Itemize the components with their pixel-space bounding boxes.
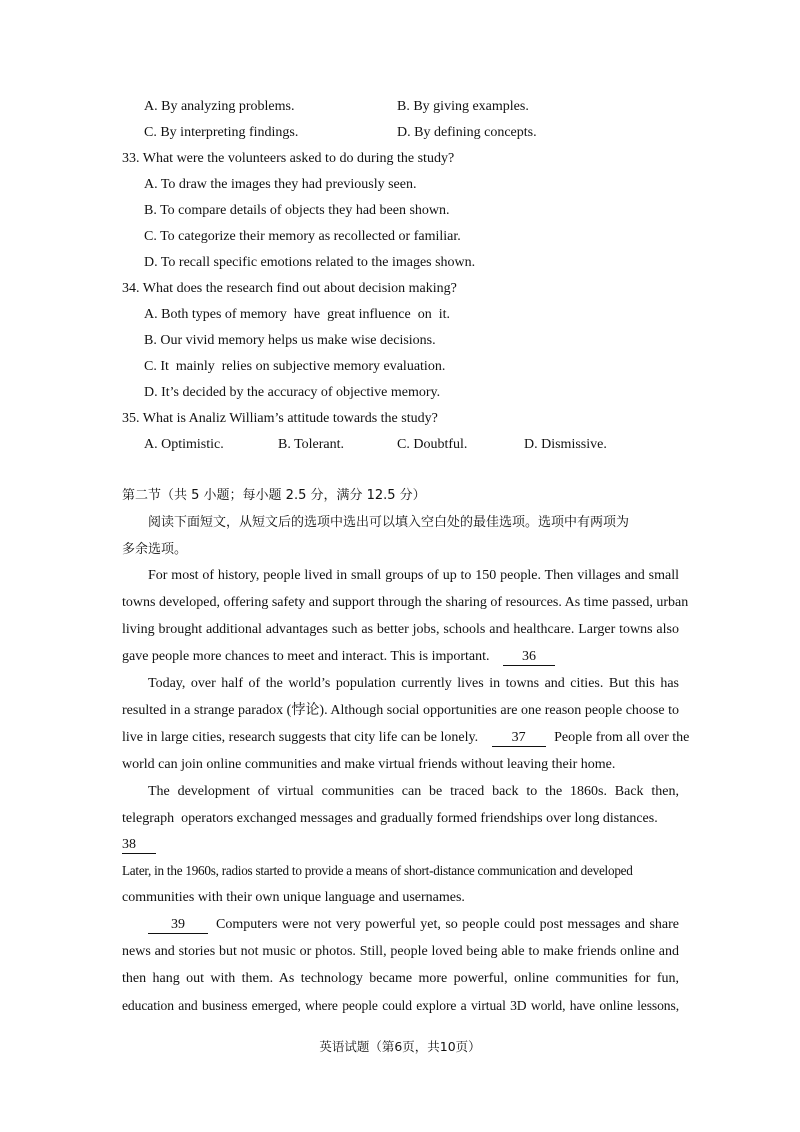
q33-stem: 33. What were the volunteers asked to do during the study? xyxy=(122,151,455,166)
q33-option-b: B. To compare details of objects they had been shown. xyxy=(144,203,450,218)
blank-36: 36 xyxy=(503,649,555,666)
passage-text: live in large cities, research suggests that city life can be lonely. xyxy=(122,730,479,745)
q34-option-b: B. Our vivid memory helps us make wise decisions. xyxy=(144,333,436,348)
passage-line: telegraph operators exchanged messages and gradually formed friendships over long distances. xyxy=(122,811,658,826)
passage-line: towns developed, offering safety and support through the sharing of resources. As time passed, urban xyxy=(122,595,689,610)
q35-option-c: C. Doubtful. xyxy=(397,437,468,452)
q35-option-d: D. Dismissive. xyxy=(524,437,607,452)
passage-line: world can join online communities and make virtual friends without leaving their home. xyxy=(122,757,616,772)
q35-option-a: A. Optimistic. xyxy=(144,437,224,452)
passage-line: education and business emerged, where people could explore a virtual 3D world, have online lessons, xyxy=(122,998,679,1013)
q32-option-a: A. By analyzing problems. xyxy=(144,99,295,114)
q32-option-d: D. By defining concepts. xyxy=(397,125,537,140)
q34-option-c: C. It mainly relies on subjective memory evaluation. xyxy=(144,359,446,374)
q34-option-a: A. Both types of memory have great influence on it. xyxy=(144,307,450,322)
section-heading: 第二节（共 5 小题；每小题 2.5 分，满分 12.5 分） xyxy=(122,488,426,503)
q32-option-c: C. By interpreting findings. xyxy=(144,125,299,140)
page-footer: 英语试题（第6页，共10页） xyxy=(319,1039,481,1054)
q34-option-d: D. It’s decided by the accuracy of objective memory. xyxy=(144,385,441,400)
passage-line xyxy=(122,648,555,666)
blank-37: 37 xyxy=(492,730,546,747)
passage-line: living brought additional advantages such as better jobs, schools and healthcare. Larger towns also xyxy=(122,622,679,637)
q35-option-b: B. Tolerant. xyxy=(278,437,345,452)
q35-stem: 35. What is Analiz William’s attitude towards the study? xyxy=(122,411,438,426)
passage-line: The development of virtual communities can be traced back to the 1860s. Back then, xyxy=(148,784,679,799)
section-instruction-line-1: 阅读下面短文，从短文后的选项中选出可以填入空白处的最佳选项。选项中有两项为 xyxy=(148,515,630,530)
passage-line: For most of history, people lived in small groups of up to 150 people. Then villages and small xyxy=(148,568,679,583)
passage-line xyxy=(148,916,208,934)
passage-text: People from all over the xyxy=(554,730,690,745)
q34-stem: 34. What does the research find out about decision making? xyxy=(122,281,457,296)
passage-text: gave people more chances to meet and interact. This is important. xyxy=(122,649,490,664)
passage-line xyxy=(122,836,156,854)
q32-option-b: B. By giving examples. xyxy=(397,99,529,114)
q33-option-c: C. To categorize their memory as recollected or familiar. xyxy=(144,229,461,244)
passage-line: then hang out with them. As technology became more powerful, online communities for fun, xyxy=(122,971,679,986)
blank-38: 38 xyxy=(122,837,156,854)
passage-line: news and stories but not music or photos. Still, people loved being able to make friends online and xyxy=(122,944,679,959)
passage-line: resulted in a strange paradox (悖论). Although social opportunities are one reason people choose to xyxy=(122,703,679,718)
passage-line: Later, in the 1960s, radios started to provide a means of short-distance communication and developed xyxy=(122,863,633,878)
passage-line: Today, over half of the world’s population currently lives in towns and cities. But this has xyxy=(148,676,679,691)
passage-line: communities with their own unique language and usernames. xyxy=(122,890,465,905)
passage-line xyxy=(122,729,689,747)
section-instruction-line-2: 多余选项。 xyxy=(122,542,188,557)
passage-line: Computers were not very powerful yet, so people could post messages and share xyxy=(216,917,679,932)
q33-option-a: A. To draw the images they had previously seen. xyxy=(144,177,417,192)
blank-39: 39 xyxy=(148,917,208,934)
q33-option-d: D. To recall specific emotions related to the images shown. xyxy=(144,255,476,270)
